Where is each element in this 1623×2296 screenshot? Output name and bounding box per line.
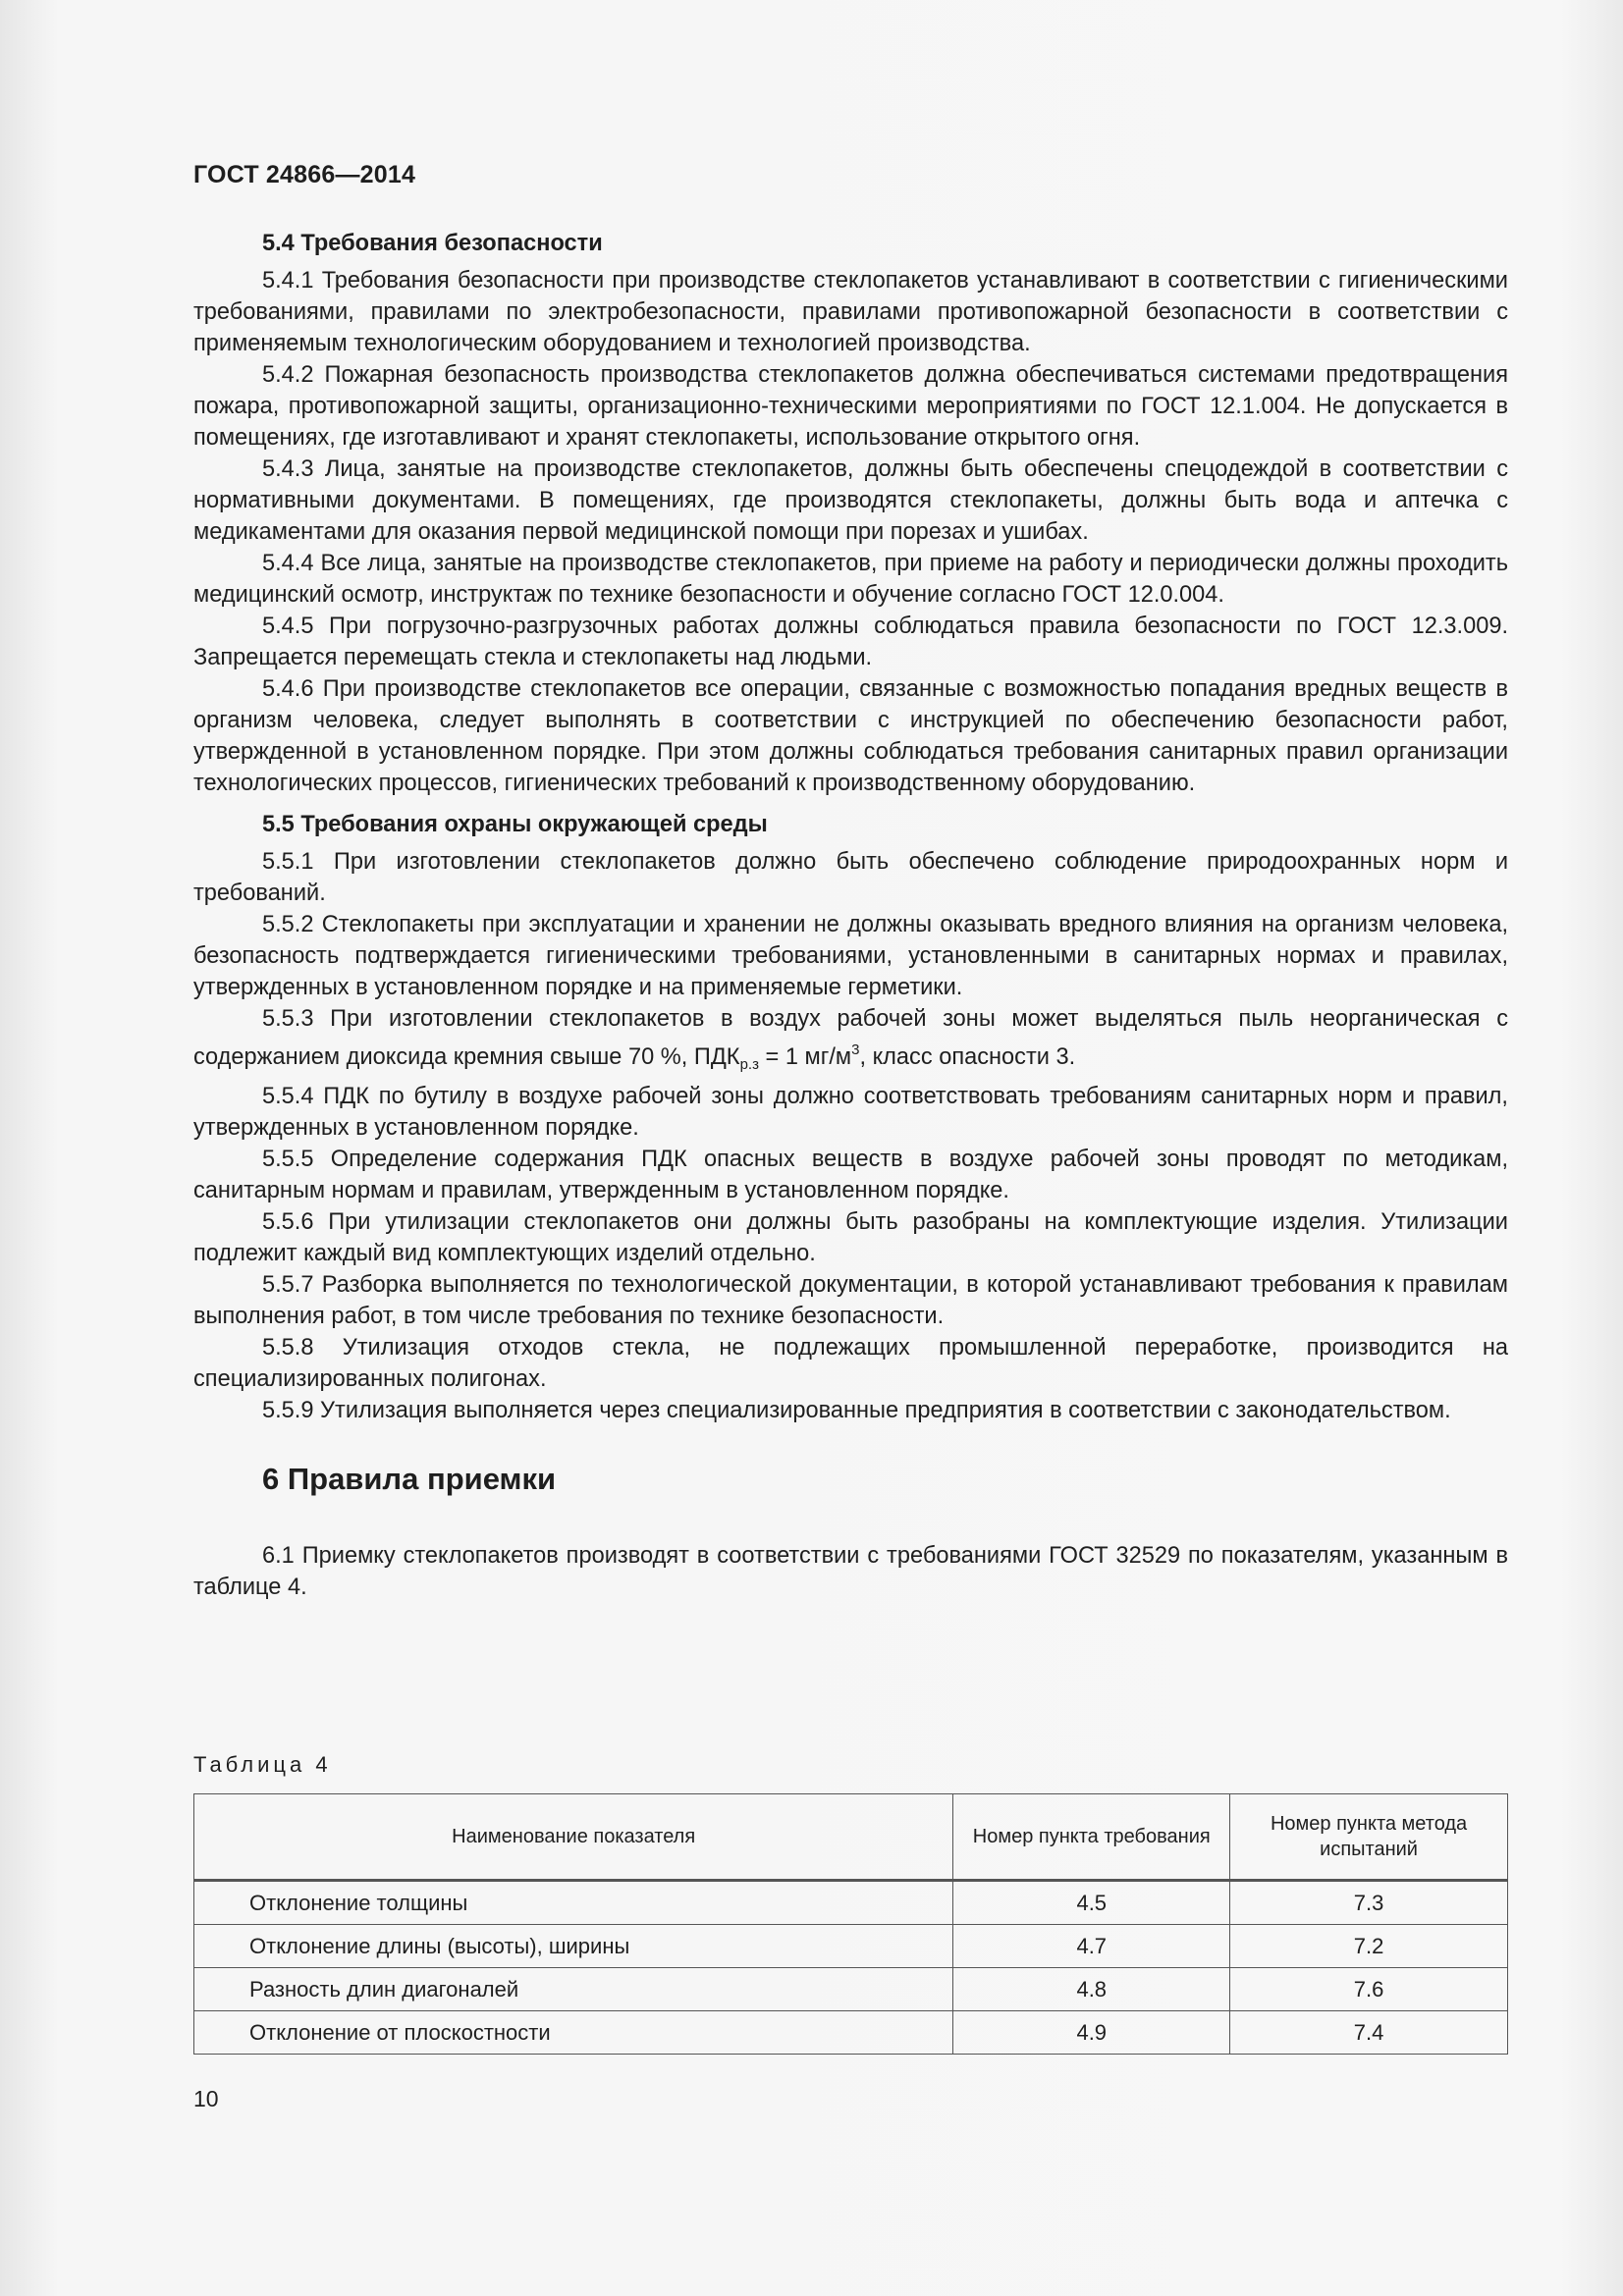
paragraph-5-4-2: 5.4.2 Пожарная безопасность производства стеклопакетов должна обеспечиваться системами предотвращения пожара, противопожарной защиты, организационно-техническими мероприятиями по ГОСТ 12.1.004. Не допускается в помещениях, где изготавливают и хранят стеклопакеты, использование открытого огня.	[193, 362, 1508, 451]
test-method-clause: 7.2	[1230, 1925, 1508, 1968]
paragraph-5-5-8: 5.5.8 Утилизация отходов стекла, не подлежащих промышленной переработке, производится на специализированных полигонах.	[193, 1335, 1508, 1392]
section-title-5-4: 5.4 Требования безопасности	[262, 231, 603, 256]
indicator-name: Отклонение толщины	[194, 1881, 953, 1925]
header-test-method-clause: Номер пункта метода испытаний	[1230, 1794, 1508, 1881]
requirement-clause: 4.7	[953, 1925, 1230, 1968]
requirement-clause: 4.9	[953, 2011, 1230, 2055]
paragraph-5-5-4: 5.5.4 ПДК по бутилу в воздухе рабочей зоны должно соответствовать требованиям санитарных норм и правил, утвержденных в установленном порядке.	[193, 1084, 1508, 1141]
section-title-5-5: 5.5 Требования охраны окружающей среды	[262, 812, 768, 837]
header-requirement-clause: Номер пункта требования	[953, 1794, 1230, 1881]
paragraph-5-5-7: 5.5.7 Разборка выполняется по технологической документации, в которой устанавливают требования к правилам выполнения работ, в том числе требования по технике безопасности.	[193, 1272, 1508, 1329]
paragraph-5-4-4: 5.4.4 Все лица, занятые на производстве стеклопакетов, при приеме на работу и периодически должны проходить медицинский осмотр, инструктаж по технике безопасности и обучение согласно ГОСТ 12.0.004.	[193, 551, 1508, 608]
table-row	[194, 1968, 1508, 2011]
document-header: ГОСТ 24866—2014	[193, 161, 416, 188]
requirement-clause: 4.5	[953, 1881, 1230, 1925]
paragraph-5-5-1: 5.5.1 При изготовлении стеклопакетов должно быть обеспечено соблюдение природоохранных норм и требований.	[193, 849, 1508, 906]
chapter-title-6: 6 Правила приемки	[262, 1462, 557, 1496]
paragraph-5-4-6: 5.4.6 При производстве стеклопакетов все операции, связанные с возможностью попадания вредных веществ в организм человека, следует выполнять в соответствии с инструкцией по обеспечению безопасности работ, утвержденной в установленном порядке. При этом должны соблюдаться требования санитарных правил организации технологических процессов, гигиенических требований к производственному оборудованию.	[193, 676, 1508, 796]
table-row	[194, 1925, 1508, 1968]
pdk-subscript: р.з	[739, 1056, 759, 1073]
paragraph-5-4-5: 5.4.5 При погрузочно-разгрузочных работах должны соблюдаться правила безопасности по ГОСТ 12.3.009. Запрещается перемещать стекла и стеклопакеты над людьми.	[193, 614, 1508, 670]
table-row	[194, 1881, 1508, 1925]
indicator-name: Отклонение длины (высоты), ширины	[194, 1925, 953, 1968]
indicator-name: Отклонение от плоскостности	[194, 2011, 953, 2055]
table-caption: Таблица 4	[193, 1752, 332, 1777]
pdk-value: = 1 мг/м	[758, 1044, 852, 1070]
paragraph-5-5-3	[193, 1003, 1508, 1081]
paragraph-5-5-9: 5.5.9 Утилизация выполняется через специализированные предприятия в соответствии с законодательством.	[262, 1398, 1451, 1423]
paragraph-5-5-3-text: 5.5.3 При изготовлении стеклопакетов в воздух рабочей зоны может выделяться пыль неорганическая с содержанием диоксида кремния свыше 70 %, ПДК	[193, 1006, 1508, 1070]
table-4	[193, 1793, 1508, 2055]
test-method-clause: 7.6	[1230, 1968, 1508, 2011]
test-method-clause: 7.4	[1230, 2011, 1508, 2055]
header-indicator-name: Наименование показателя	[194, 1794, 953, 1881]
paragraph-5-4-1: 5.4.1 Требования безопасности при производстве стеклопакетов устанавливают в соответствии с гигиеническими требованиями, правилами по электробезопасности, правилами противопожарной безопасности в соответствии с применяемым технологическим оборудованием и технологией производства.	[193, 268, 1508, 356]
paragraph-5-5-2: 5.5.2 Стеклопакеты при эксплуатации и хранении не должны оказывать вредного влияния на организм человека, безопасность подтверждается гигиеническими требованиями, установленными в санитарных нормах и правилах, утвержденных в установленном порядке и на применяемые герметики.	[193, 912, 1508, 1000]
test-method-clause: 7.3	[1230, 1881, 1508, 1925]
paragraph-5-5-5: 5.5.5 Определение содержания ПДК опасных веществ в воздухе рабочей зоны проводят по методикам, санитарным нормам и правилам, утвержденным в установленном порядке.	[193, 1147, 1508, 1203]
paragraph-6-1: 6.1 Приемку стеклопакетов производят в соответствии с требованиями ГОСТ 32529 по показателям, указанным в таблице 4.	[193, 1543, 1508, 1600]
paragraph-5-5-6: 5.5.6 При утилизации стеклопакетов они должны быть разобраны на комплектующие изделия. Утилизации подлежит каждый вид комплектующих изделий отдельно.	[193, 1209, 1508, 1266]
paragraph-5-5-3-end: , класс опасности 3.	[859, 1044, 1076, 1070]
page-number: 10	[193, 2086, 219, 2111]
table-header-row	[194, 1794, 1508, 1881]
table-row	[194, 2011, 1508, 2055]
indicator-name: Разность длин диагоналей	[194, 1968, 953, 2011]
unit-superscript: 3	[851, 1041, 860, 1058]
requirement-clause: 4.8	[953, 1968, 1230, 2011]
paragraph-5-4-3: 5.4.3 Лица, занятые на производстве стеклопакетов, должны быть обеспечены спецодеждой в соответствии с нормативными документами. В помещениях, где производятся стеклопакеты, должны быть вода и аптечка с медикаментами для оказания первой медицинской помощи при порезах и ушибах.	[193, 456, 1508, 545]
document-body	[193, 228, 1508, 1603]
